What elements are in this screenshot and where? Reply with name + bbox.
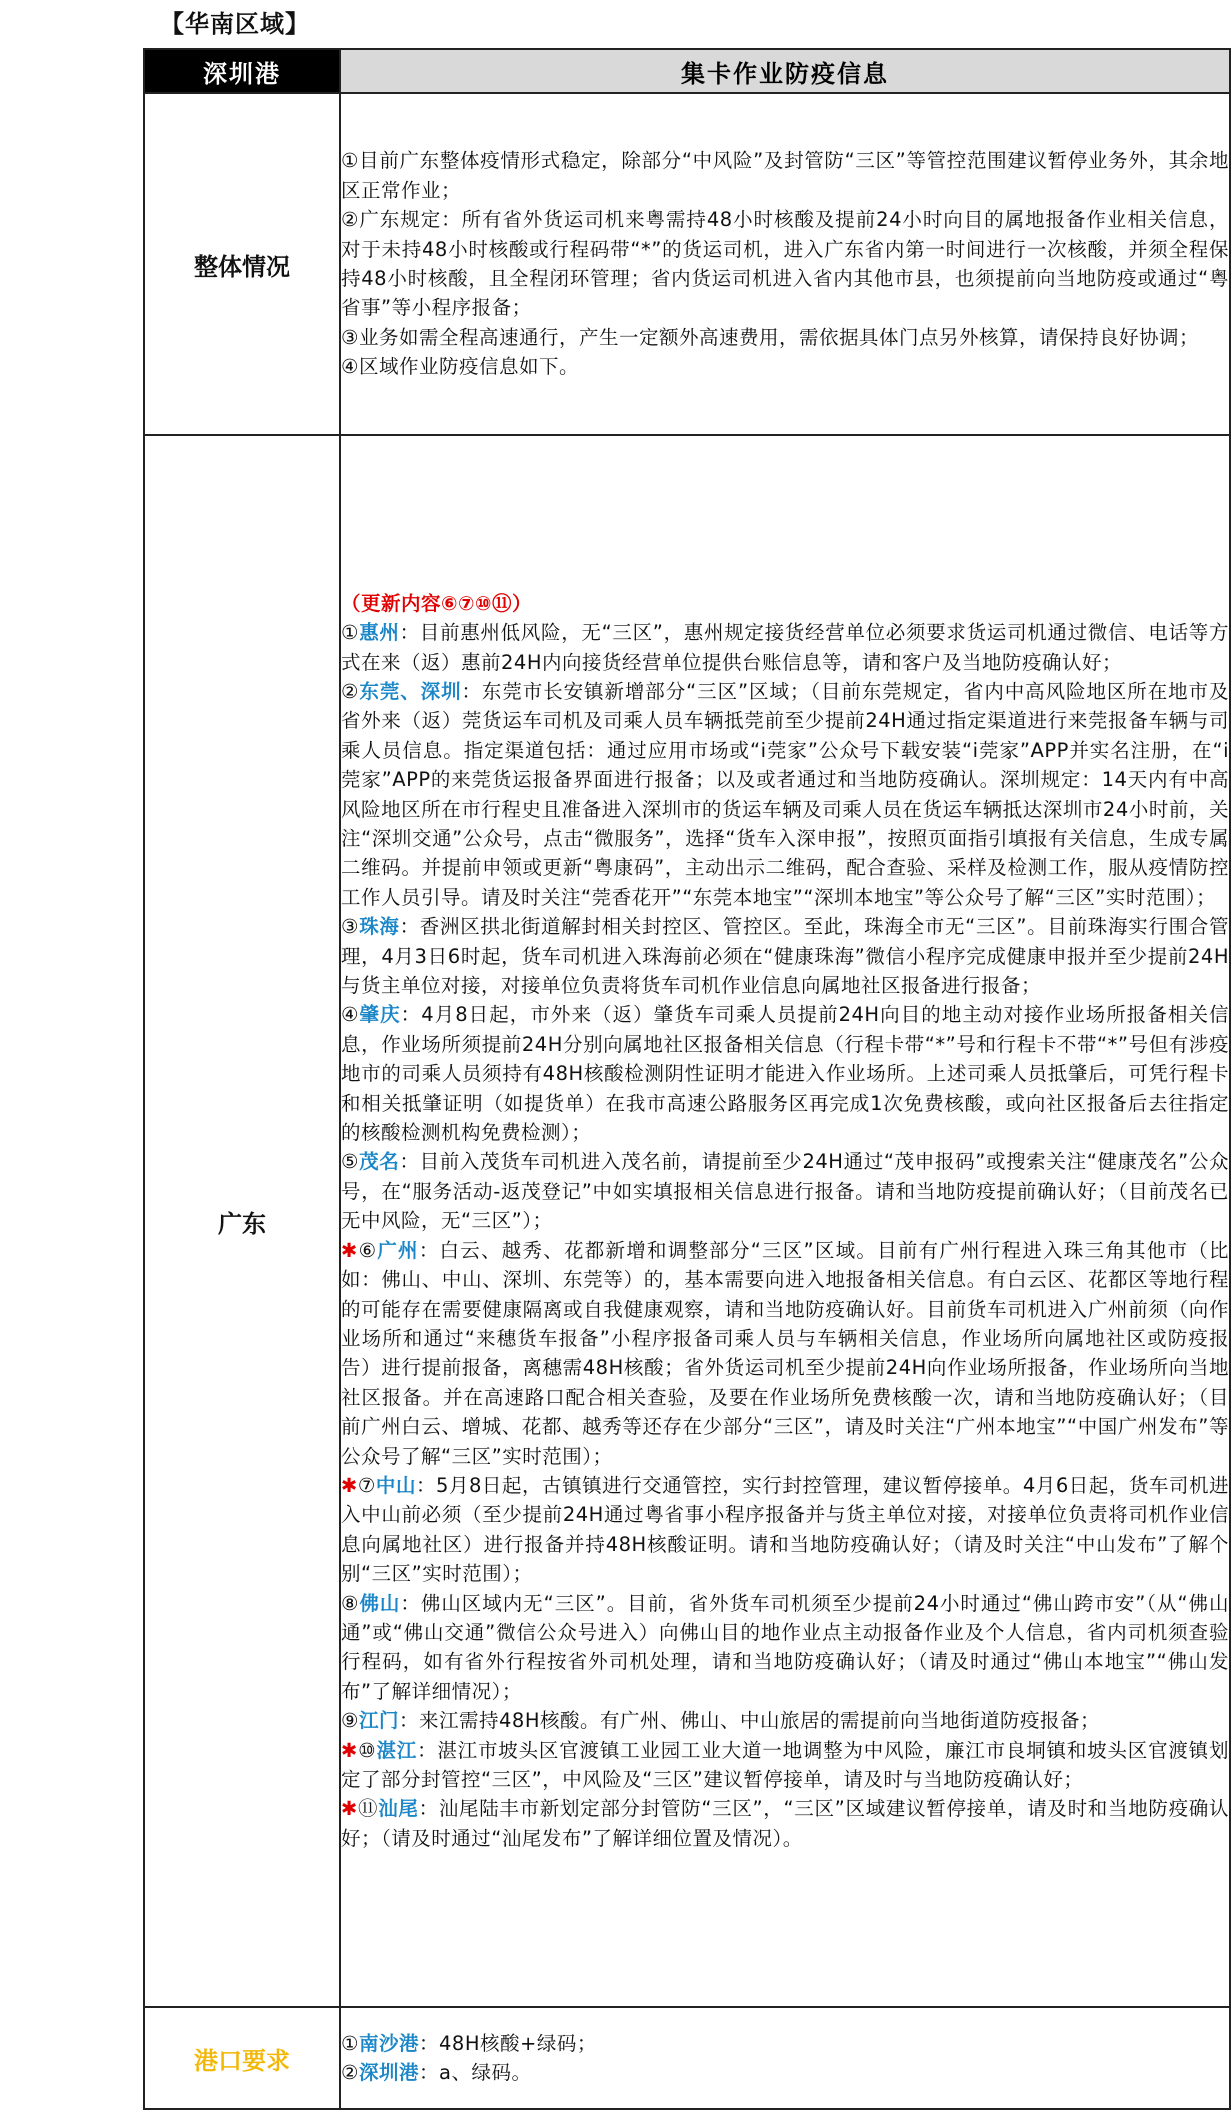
city-name: 广州 bbox=[377, 1238, 419, 1262]
city-name: 深圳港 bbox=[358, 2061, 419, 2084]
update-note: （更新内容⑥⑦⑩⑪） bbox=[341, 591, 533, 615]
guangdong-content bbox=[340, 435, 1230, 2007]
guangdong-items bbox=[341, 618, 1229, 1853]
item-number: ② bbox=[341, 2061, 359, 2084]
guangdong-item bbox=[341, 1147, 1229, 1235]
item-text: ：a、绿码。 bbox=[419, 2061, 532, 2084]
city-name: 惠州 bbox=[359, 621, 400, 645]
guangdong-item bbox=[341, 1736, 1229, 1795]
item-text: ：48H核酸+绿码； bbox=[419, 2031, 597, 2055]
item-text: ：佛山区域内无“三区”。目前，省外货车司机须至少提前24小时通过“佛山跨市安”（从“佛山通”或“佛山交通”微信公众号进入）向佛山目的地作业点主动报备作业及个人信息，省内司机须查验行程码，如有省外行程按省外司机处理，请和当地防疫确认好；（请及时通过“佛山本地宝”“佛山发布”了解详细情况）； bbox=[341, 1591, 1229, 1703]
item-number: ⑥ bbox=[357, 1238, 378, 1262]
item-text: ：白云、越秀、花都新增和调整部分“三区”区域。目前有广州行程进入珠三角其他市（比如：佛山、中山、深圳、东莞等）的，基本需要向进入地报备相关信息。有白云区、花都区等地行程的可能存在需要健康隔离或自我健康观察，请和当地防疫确认好。目前货车司机进入广州前须（向作业场所和通过“来穗货车报备”小程序报备司乘人员与车辆相关信息，作业场所向属地社区或防疫报告）进行提前报备，离穗需48H核酸；省外货运司机至少提前24H向作业场所报备，作业场所向当地社区报备。并在高速路口配合相关查验，及要在作业场所免费核酸一次，请和当地防疫确认好；（目前广州白云、增城、花都、越秀等还存在少部分“三区”，请及时关注“广州本地宝”“中国广州发布”等公众号了解“三区”实时范围）； bbox=[341, 1238, 1229, 1468]
item-text: ：5月8日起，古镇镇进行交通管控，实行封控管理，建议暂停接单。4月6日起，货车司机进入中山前必须（至少提前24H通过粤省事小程序报备并与货主单位对接，对接单位负责将司机作业信息向属地社区）进行报备并持48H核酸证明。请和当地防疫确认好；（请及时关注“中山发布”了解个别“三区”实时范围）； bbox=[341, 1473, 1229, 1586]
city-name: 中山 bbox=[375, 1473, 416, 1497]
item-number: ① bbox=[341, 2031, 359, 2055]
item-text: ：目前惠州低风险，无“三区”，惠州规定接货经营单位必须要求货运司机通过微信、电话等方式在来（返）惠前24H内向接货经营单位提供台账信息等，请和客户及当地防疫确认好； bbox=[341, 621, 1229, 674]
item-number: ⑧ bbox=[341, 1591, 360, 1615]
item-text: ：来江需持48H核酸。有广州、佛山、中山旅居的需提前向当地街道防疫报备； bbox=[399, 1709, 1100, 1733]
overall-content bbox=[340, 93, 1230, 435]
port-items bbox=[341, 2029, 1229, 2088]
guangdong-item bbox=[341, 1000, 1229, 1147]
item-text: ：东莞市长安镇新增部分“三区”区域；（目前东莞规定，省内中高风险地区所在地市及省外来（返）莞货运车司机及司乘人员车辆抵莞前至少提前24H通过指定渠道进行来莞报备车辆与司乘人员信息。指定渠道包括：通过应用市场或“i莞家”公众号下载安装“i莞家”APP并实名注册，在“i莞家”APP的来莞货运报备界面进行报备；以及或者通过和当地防疫确认。深圳规定：14天内有中高风险地区所在市行程史且准备进入深圳市的货运车辆及司乘人员在货运车辆抵达深圳市24小时前，关注“深圳交通”公众号，点击“微服务”，选择“货车入深申报”，按照页面指引填报有关信息，生成专属二维码。并提前申领或更新“粤康码”，主动出示二维码，配合查验、采样及检测工作，服从疫情防控工作人员引导。请及时关注“莞香花开”“东莞本地宝”“深圳本地宝”等公众号了解“三区”实时范围）； bbox=[341, 679, 1229, 909]
item-number: ⑨ bbox=[341, 1709, 359, 1733]
city-name: 东莞、深圳 bbox=[359, 679, 462, 703]
item-number: ⑦ bbox=[357, 1473, 376, 1497]
city-name: 肇庆 bbox=[359, 1003, 401, 1027]
guangdong-item bbox=[341, 618, 1229, 677]
item-text: ：4月8日起，市外来（返）肇货车司乘人员提前24H向目的地主动对接作业场所报备相关信息，作业场所须提前24H分别向属地社区报备相关信息（行程卡带“*”号和行程卡不带“*”号但有涉疫地市的司乘人员须持有48H核酸检测阴性证明才能进入作业场所。上述司乘人员抵肇后，可凭行程卡和相关抵肇证明（如提货单）在我市高速公路服务区再完成1次免费核酸，或向社区报备后去往指定的核酸检测机构免费检测）； bbox=[341, 1003, 1229, 1145]
guangdong-item bbox=[341, 1706, 1229, 1735]
city-name: 江门 bbox=[358, 1709, 399, 1733]
port-item bbox=[341, 2029, 1229, 2058]
item-number: ⑤ bbox=[341, 1150, 360, 1174]
guangdong-item bbox=[341, 1471, 1229, 1589]
city-name: 湛江 bbox=[376, 1738, 418, 1762]
city-name: 南沙港 bbox=[358, 2031, 419, 2055]
item-number: ④ bbox=[341, 1003, 360, 1027]
alert-star-icon: ✱ bbox=[341, 1238, 358, 1262]
overall-paragraph: ③业务如需全程高速通行，产生一定额外高速费用，需依据具体门点另外核算，请保持良好协调； bbox=[341, 325, 1199, 349]
alert-star-icon: ✱ bbox=[341, 1797, 358, 1821]
alert-star-icon: ✱ bbox=[341, 1738, 358, 1762]
item-text: ：目前入茂货车司机进入茂名前，请提前至少24H通过“茂申报码”或搜索关注“健康茂名”公众号，在“服务活动-返茂登记”中如实填报相关信息进行报备。请和当地防疫提前确认好；（目前茂名已无中风险，无“三区”）； bbox=[341, 1150, 1229, 1233]
port-content bbox=[340, 2007, 1230, 2109]
city-name: 汕尾 bbox=[378, 1797, 419, 1821]
item-number: ⑩ bbox=[357, 1738, 377, 1762]
overall-label: 整体情况 bbox=[144, 93, 340, 435]
region-title: 【华南区域】 bbox=[160, 10, 310, 38]
port-label: 港口要求 bbox=[144, 2007, 340, 2109]
guangdong-item bbox=[341, 1236, 1229, 1471]
row-overall bbox=[144, 93, 1230, 435]
row-port-requirements bbox=[144, 2007, 1230, 2109]
city-name: 佛山 bbox=[359, 1591, 401, 1615]
alert-star-icon: ✱ bbox=[341, 1473, 358, 1497]
guangdong-label: 广东 bbox=[144, 435, 340, 2007]
epidemic-info-table bbox=[143, 48, 1231, 2110]
city-name: 茂名 bbox=[359, 1150, 400, 1174]
overall-paragraph: ④区域作业防疫信息如下。 bbox=[341, 355, 579, 379]
table-header-row bbox=[144, 49, 1230, 93]
item-text: ：香洲区拱北街道解封相关封控区、管控区。至此，珠海全市无“三区”。目前珠海实行围合管理，4月3日6时起，货车司机进入珠海前必须在“健康珠海”微信小程序完成健康申报并至少提前24H与货主单位对接，对接单位负责将货车司机作业信息向属地社区报备进行报备； bbox=[341, 915, 1229, 998]
item-number: ① bbox=[341, 621, 360, 645]
row-guangdong bbox=[144, 435, 1230, 2007]
guangdong-item bbox=[341, 1589, 1229, 1707]
overall-paragraph: ②广东规定：所有省外货运司机来粤需持48小时核酸及提前24小时向目的属地报备作业相关信息，对于未持48小时核酸或行程码带“*”的货运司机，进入广东省内第一时间进行一次核酸，并须全程保持48小时核酸，且全程闭环管理；省内货运司机进入省内其他市县，也须提前向当地防疫或通过“粤省事”等小程序报备； bbox=[341, 208, 1229, 320]
item-text: ：湛江市坡头区官渡镇工业园工业大道一地调整为中风险，廉江市良垌镇和坡头区官渡镇划定了部分封管控“三区”，中风险及“三区”建议暂停接单，请及时与当地防疫确认好； bbox=[341, 1738, 1229, 1792]
guangdong-item bbox=[341, 677, 1229, 912]
header-port: 深圳港 bbox=[144, 49, 340, 93]
item-text: ：汕尾陆丰市新划定部分封管防“三区”，“三区”区域建议暂停接单，请及时和当地防疫确认好；（请及时通过“汕尾发布”了解详细位置及情况）。 bbox=[341, 1797, 1229, 1850]
guangdong-item bbox=[341, 1794, 1229, 1853]
item-number: ⑪ bbox=[357, 1797, 379, 1821]
city-name: 珠海 bbox=[359, 915, 400, 939]
item-number: ③ bbox=[341, 915, 360, 939]
port-item bbox=[341, 2058, 1229, 2087]
item-number: ② bbox=[341, 679, 360, 703]
guangdong-item bbox=[341, 912, 1229, 1000]
overall-paragraph: ①目前广东整体疫情形式稳定，除部分“中风险”及封管防“三区”等管控范围建议暂停业务外，其余地区正常作业； bbox=[341, 149, 1229, 202]
header-info: 集卡作业防疫信息 bbox=[340, 49, 1230, 93]
